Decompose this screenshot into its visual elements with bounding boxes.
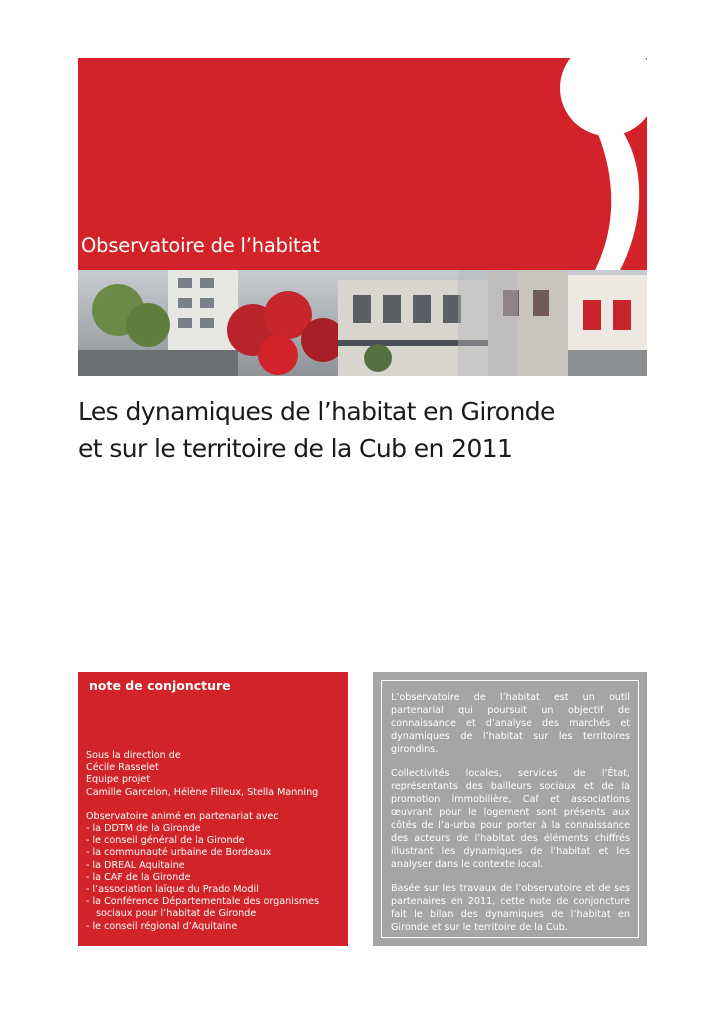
credits-line: Camille Garcelon, Hélène Filleux, Stella Manning	[86, 786, 319, 798]
summary-text	[381, 680, 639, 938]
partner-item: - la CAF de la Gironde	[86, 871, 191, 883]
note-info-panel	[78, 672, 348, 946]
summary-paragraph: L’observatoire de l’habitat est un outil partenarial qui poursuit un objectif de connaissance et d’analyse des marchés et dynamiques de l’habitat sur les territoires girondins.	[391, 692, 630, 755]
street-photo-illustration	[78, 270, 647, 376]
partner-item: - le conseil général de la Gironde	[86, 835, 245, 847]
document-title-line-2: et sur le territoire de la Cub en 2011	[78, 434, 513, 463]
credits-block	[86, 750, 319, 933]
summary-panel	[373, 672, 647, 946]
comma-logo-icon	[558, 58, 647, 270]
partners-intro: Observatoire animé en partenariat avec	[86, 810, 279, 822]
partner-item: - la communauté urbaine de Bordeaux	[86, 847, 272, 859]
street-photo	[78, 270, 647, 376]
partner-item: - la Conférence Départementale des organismes	[86, 896, 320, 908]
document-title-line-1: Les dynamiques de l’habitat en Gironde	[78, 397, 555, 426]
document-title	[78, 393, 658, 467]
partner-item: - le conseil régional d’Aquitaine	[86, 920, 238, 932]
partner-item: - la DREAL Aquitaine	[86, 859, 185, 871]
credits-line: Equipe projet	[86, 774, 150, 786]
partner-item: - l’association laïque du Prado Modil	[86, 884, 259, 896]
summary-paragraph: Collectivités locales, services de l’État, représentants des bailleurs sociaux et de la promotion immobilière, Caf et associations œuvrant pour le logement sont présents aux côtés de l’a-urba pour porter à la connaissance des acteurs de l’habitat des éléments chiffrés illustrant les dynamiques de l’habitat et les analyser dans le contexte local.	[391, 768, 630, 870]
partner-item: - la DDTM de la Gironde	[86, 823, 201, 835]
note-type-label: note de conjoncture	[89, 678, 231, 693]
summary-paragraph: Basée sur les travaux de l’observatoire et de ses partenaires en 2011, cette note de conjoncture fait le bilan des dynamiques de l’habitat en Gironde et sur le territoire de la Cub.	[391, 883, 630, 933]
partner-item: sociaux pour l’habitat de Gironde	[96, 908, 257, 920]
credits-line: Sous la direction de	[86, 750, 181, 761]
credits-line: Cécile Rasselet	[86, 762, 159, 774]
header-banner	[78, 58, 647, 270]
banner-title: Observatoire de l’habitat	[81, 234, 320, 257]
